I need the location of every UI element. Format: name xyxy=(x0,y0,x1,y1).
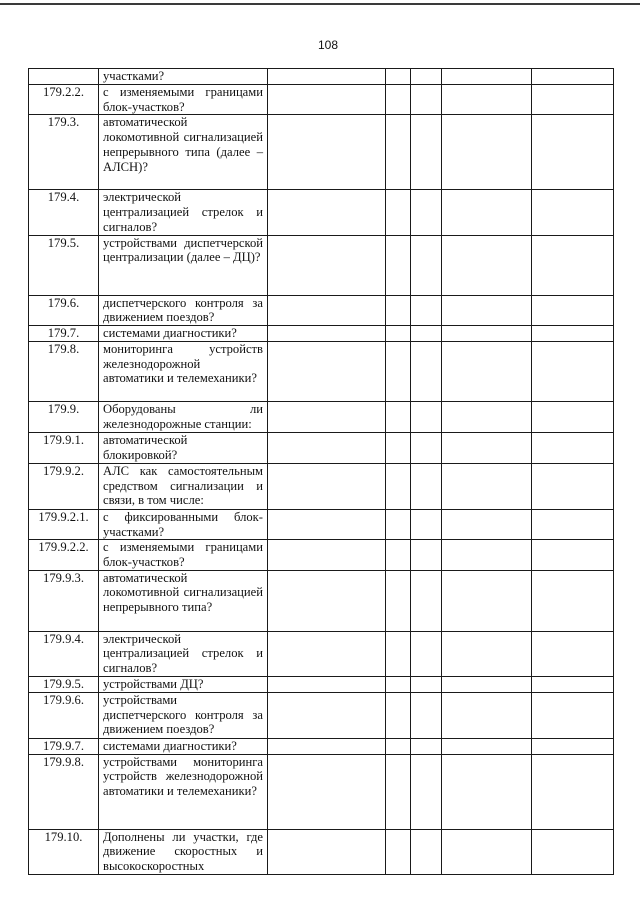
table-row xyxy=(29,570,614,631)
question-text-cell: автоматической блокировкой? xyxy=(99,432,268,463)
answer-yes-cell xyxy=(268,676,386,692)
answer-no-cell xyxy=(386,190,411,235)
answer-no-cell xyxy=(386,69,411,85)
answer-no-cell xyxy=(386,341,411,401)
answer-no-cell xyxy=(386,676,411,692)
notes-cell xyxy=(532,509,614,539)
item-number-cell: 179.9.2. xyxy=(29,463,99,509)
item-number-cell: 179.9. xyxy=(29,401,99,432)
answer-yes-cell xyxy=(268,69,386,85)
answer-yes-cell xyxy=(268,692,386,738)
legal-basis-cell xyxy=(442,631,532,676)
answer-na-cell xyxy=(411,432,442,463)
legal-basis-cell xyxy=(442,235,532,295)
item-number-cell xyxy=(29,69,99,85)
question-text-cell: системами диагностики? xyxy=(99,325,268,341)
notes-cell xyxy=(532,401,614,432)
answer-yes-cell xyxy=(268,754,386,829)
answer-yes-cell xyxy=(268,570,386,631)
answer-no-cell xyxy=(386,540,411,570)
item-number-cell: 179.10. xyxy=(29,829,99,874)
notes-cell xyxy=(532,692,614,738)
answer-no-cell xyxy=(386,754,411,829)
answer-na-cell xyxy=(411,85,442,115)
table-row xyxy=(29,401,614,432)
notes-cell xyxy=(532,235,614,295)
item-number-cell: 179.9.3. xyxy=(29,570,99,631)
answer-no-cell xyxy=(386,829,411,874)
legal-basis-cell xyxy=(442,570,532,631)
answer-yes-cell xyxy=(268,738,386,754)
answer-na-cell xyxy=(411,692,442,738)
table-row xyxy=(29,509,614,539)
answer-na-cell xyxy=(411,754,442,829)
legal-basis-cell xyxy=(442,295,532,325)
answer-na-cell xyxy=(411,631,442,676)
notes-cell xyxy=(532,676,614,692)
answer-no-cell xyxy=(386,738,411,754)
notes-cell xyxy=(532,432,614,463)
legal-basis-cell xyxy=(442,676,532,692)
legal-basis-cell xyxy=(442,401,532,432)
table-row xyxy=(29,540,614,570)
answer-yes-cell xyxy=(268,540,386,570)
notes-cell xyxy=(532,69,614,85)
question-text-cell: устройствами мониторинга устройств железнодорожной автоматики и телемеханики? xyxy=(99,754,268,829)
answer-no-cell xyxy=(386,631,411,676)
table-row xyxy=(29,754,614,829)
answer-yes-cell xyxy=(268,401,386,432)
answer-no-cell xyxy=(386,692,411,738)
item-number-cell: 179.8. xyxy=(29,341,99,401)
legal-basis-cell xyxy=(442,829,532,874)
question-text-cell: автоматической локомотивной сигнализацией непрерывного типа (далее – АЛСН)? xyxy=(99,115,268,190)
answer-na-cell xyxy=(411,570,442,631)
answer-yes-cell xyxy=(268,631,386,676)
legal-basis-cell xyxy=(442,432,532,463)
notes-cell xyxy=(532,829,614,874)
table-row xyxy=(29,235,614,295)
question-text-cell: диспетчерского контроля за движением поездов? xyxy=(99,295,268,325)
notes-cell xyxy=(532,540,614,570)
answer-no-cell xyxy=(386,570,411,631)
table-row xyxy=(29,463,614,509)
answer-no-cell xyxy=(386,325,411,341)
answer-na-cell xyxy=(411,540,442,570)
table-row xyxy=(29,692,614,738)
answer-na-cell xyxy=(411,115,442,190)
notes-cell xyxy=(532,341,614,401)
legal-basis-cell xyxy=(442,463,532,509)
answer-no-cell xyxy=(386,463,411,509)
answer-yes-cell xyxy=(268,190,386,235)
legal-basis-cell xyxy=(442,509,532,539)
legal-basis-cell xyxy=(442,115,532,190)
answer-na-cell xyxy=(411,341,442,401)
answer-no-cell xyxy=(386,401,411,432)
answer-yes-cell xyxy=(268,115,386,190)
question-text-cell: АЛС как самостоятельным средством сигнализации и связи, в том числе: xyxy=(99,463,268,509)
item-number-cell: 179.7. xyxy=(29,325,99,341)
notes-cell xyxy=(532,190,614,235)
answer-na-cell xyxy=(411,325,442,341)
question-text-cell: мониторинга устройств железнодорожной автоматики и телемеханики? xyxy=(99,341,268,401)
answer-no-cell xyxy=(386,85,411,115)
item-number-cell: 179.9.8. xyxy=(29,754,99,829)
question-text-cell: с изменяемыми границами блок-участков? xyxy=(99,540,268,570)
notes-cell xyxy=(532,754,614,829)
answer-na-cell xyxy=(411,295,442,325)
table-row xyxy=(29,676,614,692)
answer-yes-cell xyxy=(268,432,386,463)
notes-cell xyxy=(532,631,614,676)
answer-yes-cell xyxy=(268,341,386,401)
table-row xyxy=(29,295,614,325)
answer-yes-cell xyxy=(268,235,386,295)
table-row xyxy=(29,190,614,235)
legal-basis-cell xyxy=(442,325,532,341)
answer-yes-cell xyxy=(268,325,386,341)
notes-cell xyxy=(532,85,614,115)
answer-na-cell xyxy=(411,463,442,509)
legal-basis-cell xyxy=(442,754,532,829)
table-body xyxy=(29,69,614,875)
answer-na-cell xyxy=(411,509,442,539)
table-row xyxy=(29,829,614,874)
answer-no-cell xyxy=(386,432,411,463)
question-text-cell: автоматической локомотивной сигнализацией непрерывного типа? xyxy=(99,570,268,631)
item-number-cell: 179.6. xyxy=(29,295,99,325)
item-number-cell: 179.5. xyxy=(29,235,99,295)
checklist-table xyxy=(28,68,614,875)
answer-na-cell xyxy=(411,69,442,85)
item-number-cell: 179.9.6. xyxy=(29,692,99,738)
item-number-cell: 179.9.2.2. xyxy=(29,540,99,570)
table-row xyxy=(29,85,614,115)
table-row xyxy=(29,69,614,85)
page-number: 108 xyxy=(317,38,339,52)
notes-cell xyxy=(532,463,614,509)
answer-yes-cell xyxy=(268,463,386,509)
item-number-cell: 179.9.1. xyxy=(29,432,99,463)
notes-cell xyxy=(532,115,614,190)
top-border-line xyxy=(0,3,640,5)
answer-no-cell xyxy=(386,509,411,539)
table-row xyxy=(29,325,614,341)
question-text-cell: устройствами диспетчерского контроля за движением поездов? xyxy=(99,692,268,738)
question-text-cell: электрической централизацией стрелок и сигналов? xyxy=(99,631,268,676)
table-row xyxy=(29,738,614,754)
legal-basis-cell xyxy=(442,540,532,570)
item-number-cell: 179.9.5. xyxy=(29,676,99,692)
question-text-cell: электрической централизацией стрелок и сигналов? xyxy=(99,190,268,235)
answer-no-cell xyxy=(386,235,411,295)
legal-basis-cell xyxy=(442,190,532,235)
question-text-cell: с изменяемыми границами блок-участков? xyxy=(99,85,268,115)
answer-na-cell xyxy=(411,676,442,692)
legal-basis-cell xyxy=(442,85,532,115)
answer-no-cell xyxy=(386,295,411,325)
item-number-cell: 179.9.2.1. xyxy=(29,509,99,539)
answer-yes-cell xyxy=(268,509,386,539)
question-text-cell: устройствами ДЦ? xyxy=(99,676,268,692)
answer-na-cell xyxy=(411,401,442,432)
item-number-cell: 179.3. xyxy=(29,115,99,190)
question-text-cell: устройствами диспетчерской централизации (далее – ДЦ)? xyxy=(99,235,268,295)
answer-na-cell xyxy=(411,829,442,874)
question-text-cell: системами диагностики? xyxy=(99,738,268,754)
question-text-cell: Оборудованы ли железнодорожные станции: xyxy=(99,401,268,432)
table-row xyxy=(29,432,614,463)
answer-yes-cell xyxy=(268,295,386,325)
table-row xyxy=(29,341,614,401)
legal-basis-cell xyxy=(442,69,532,85)
question-text-cell: участками? xyxy=(99,69,268,85)
answer-yes-cell xyxy=(268,85,386,115)
notes-cell xyxy=(532,738,614,754)
item-number-cell: 179.2.2. xyxy=(29,85,99,115)
question-text-cell: Дополнены ли участки, где движение скоростных и высокоскоростных xyxy=(99,829,268,874)
legal-basis-cell xyxy=(442,692,532,738)
answer-yes-cell xyxy=(268,829,386,874)
item-number-cell: 179.4. xyxy=(29,190,99,235)
answer-na-cell xyxy=(411,738,442,754)
table-row xyxy=(29,115,614,190)
legal-basis-cell xyxy=(442,341,532,401)
notes-cell xyxy=(532,325,614,341)
legal-basis-cell xyxy=(442,738,532,754)
table-row xyxy=(29,631,614,676)
answer-na-cell xyxy=(411,235,442,295)
answer-no-cell xyxy=(386,115,411,190)
notes-cell xyxy=(532,570,614,631)
item-number-cell: 179.9.4. xyxy=(29,631,99,676)
notes-cell xyxy=(532,295,614,325)
question-text-cell: с фиксированными блок-участками? xyxy=(99,509,268,539)
answer-na-cell xyxy=(411,190,442,235)
item-number-cell: 179.9.7. xyxy=(29,738,99,754)
